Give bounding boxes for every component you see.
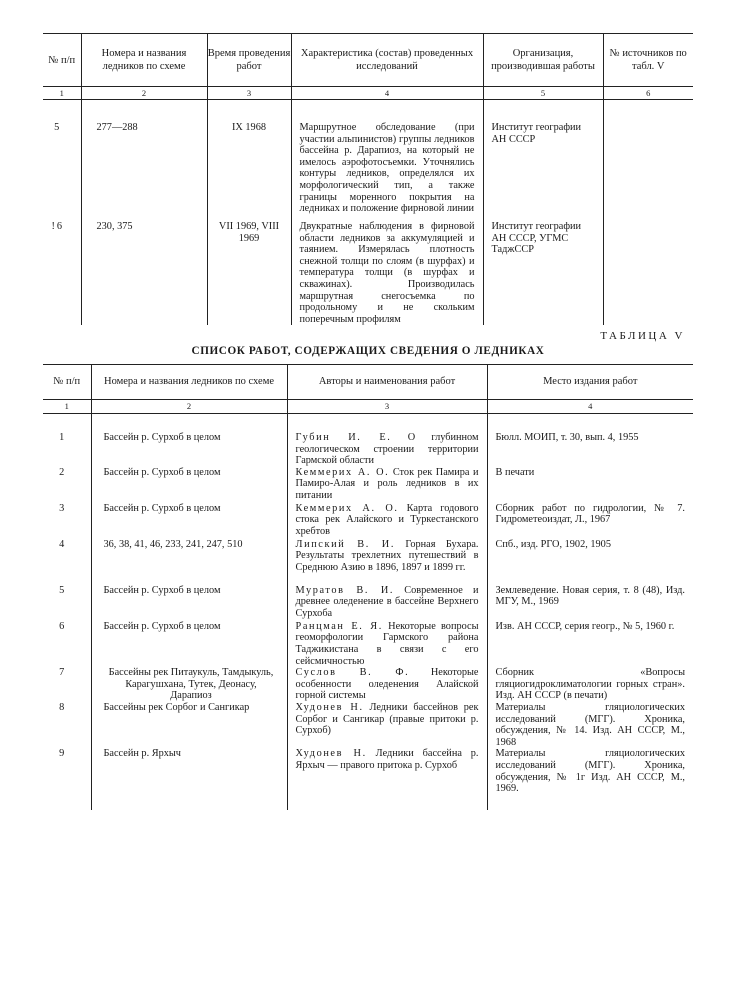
- row-glaciers: Бассейн р. Ярхыч: [91, 748, 287, 810]
- row-title: Ледники бассейнов рек Сорбог и Сангикар (правые притоки р. Сурхоб): [295, 701, 479, 737]
- row-author: Суслов В. Ф.: [295, 667, 410, 679]
- row-glaciers: Бассейн р. Сурхоб в целом: [91, 414, 287, 467]
- header-sources: № источников по табл. V: [603, 34, 693, 87]
- col-number: 1: [43, 87, 81, 100]
- row-author: Худонев Н.: [295, 701, 364, 713]
- header-organization: Организация, производившая работы: [483, 34, 603, 87]
- row-place: Землеведение. Новая серия, т. 8 (48), Изд. МГУ, М., 1969: [487, 585, 693, 621]
- row-place: Бюлл. МОИП, т. 30, вып. 4, 1955: [487, 414, 693, 467]
- row-num: 7: [59, 667, 65, 679]
- row-glaciers: 36, 38, 41, 46, 233, 241, 247, 510: [91, 539, 287, 585]
- table-row: [43, 218, 693, 325]
- header-authors: Авторы и наименования работ: [287, 365, 487, 400]
- col-number: 6: [603, 87, 693, 100]
- row-title: Карта годового стока рек Алайского и Туркестанского хребтов: [295, 502, 479, 537]
- col-number: 3: [287, 400, 487, 414]
- row-work: [287, 702, 487, 748]
- row-author: Ранцман Е. Я.: [295, 620, 383, 632]
- table-title: СПИСОК РАБОТ, СОДЕРЖАЩИХ СВЕДЕНИЯ О ЛЕДНИКАХ: [191, 345, 545, 357]
- row-place: Материалы гляциологических исследований (МГГ). Хроника, обсуждения, № 14. Изд. АН СССР, М., 1968: [487, 702, 693, 748]
- row-work: [287, 467, 487, 503]
- row-num: 6: [56, 221, 63, 232]
- row-place: Изв. АН СССР, серия геогр., № 5, 1960 г.: [487, 621, 693, 667]
- row-title: Сток рек Памира и Памиро-Алая и роль ледников в их питании: [295, 466, 479, 501]
- row-sources: [603, 100, 693, 219]
- table-row: [43, 503, 693, 539]
- table-row: [43, 748, 693, 810]
- row-num: 6: [59, 620, 65, 632]
- row-author: Липский В. И.: [295, 538, 395, 550]
- header-time: Время проведения работ: [207, 34, 291, 87]
- row-num-cell: [43, 218, 81, 325]
- table-row: [43, 539, 693, 585]
- research-works-table: [43, 33, 693, 325]
- table-row: [43, 414, 693, 467]
- table-header-row: [43, 365, 693, 400]
- column-number-row: [43, 87, 693, 100]
- row-glaciers: Бассейн р. Сурхоб в целом: [91, 621, 287, 667]
- col-number: 4: [487, 400, 693, 414]
- row-author: Губин И. Е.: [295, 432, 392, 443]
- col-number: 2: [81, 87, 207, 100]
- row-num: 5: [54, 122, 60, 133]
- row-work: [287, 414, 487, 467]
- header-glaciers: Номера и названия ледников по схеме: [91, 365, 287, 400]
- row-time: VII 1969, VIII 1969: [207, 218, 291, 325]
- table-row: [43, 100, 693, 219]
- row-author: Кеммерих А. О.: [295, 502, 399, 514]
- row-title: Некоторые особенности оледенения Алайской горной системы: [295, 667, 479, 702]
- row-work: [287, 667, 487, 702]
- row-place: В печати: [487, 467, 693, 503]
- row-num: 2: [59, 466, 65, 478]
- row-time: IX 1968: [207, 100, 291, 219]
- row-work: [287, 503, 487, 539]
- row-description: Маршрутное обследование (при участии альпинистов) группы ледников бассейна р. Дарапиоз, на который не имелось аэрофотосъемки. Уточнялись контуры ледников, определялся их морфологический тип, а также границы моренного покрытия на ледниках и положение фирновой линии: [291, 100, 483, 219]
- row-glaciers: Бассейн р. Сурхоб в целом: [91, 585, 287, 621]
- row-glaciers: 277—288: [81, 100, 207, 219]
- row-work: [287, 585, 487, 621]
- row-work: [287, 748, 487, 810]
- table-row: [43, 467, 693, 503]
- row-glaciers: 230, 375: [81, 218, 207, 325]
- col-number: 5: [483, 87, 603, 100]
- works-list-table: [43, 364, 693, 810]
- header-description: Характеристика (состав) проведенных исследований: [291, 34, 483, 87]
- header-num: № п/п: [43, 365, 91, 400]
- row-place: Спб., изд. РГО, 1902, 1905: [487, 539, 693, 585]
- row-title: Некоторые вопросы геоморфологии Гармского района Таджикистана в связи с его сейсмичностью: [295, 620, 479, 667]
- row-work: [287, 539, 487, 585]
- row-title: Современное и древнее оледенение в бассейне Верхнего Сурхоба: [295, 584, 479, 619]
- header-glaciers: Номера и названия ледников по схеме: [81, 34, 207, 87]
- table-row: [43, 621, 693, 667]
- row-sources: [603, 218, 693, 325]
- col-number: 4: [291, 87, 483, 100]
- row-glaciers: Бассейн р. Сурхоб в целом: [91, 467, 287, 503]
- row-glaciers: Бассейны рек Питаукуль, Тамдыкуль, Карагушхана, Тутек, Деонасу, Дарапиоз: [91, 667, 287, 702]
- table-label: ТАБЛИЦА V: [600, 330, 685, 342]
- row-title: О глубинном геологическом строении территории Гармской области: [295, 432, 479, 467]
- row-title: Горная Бухара. Результаты трехлетних путешествий в Среднюю Азию в 1896, 1897 и 1899 гг.: [295, 538, 479, 573]
- table-header-row: [43, 34, 693, 87]
- row-author: Кеммерих А. О.: [295, 466, 390, 478]
- row-place: Сборник работ по гидрологии, № 7. Гидрометеоиздат, Л., 1967: [487, 503, 693, 539]
- row-organization: Институт географии АН СССР: [483, 100, 603, 219]
- row-place: Материалы гляциологических исследований (МГГ). Хроника, обсуждения, № 1г Изд. АН СССР, М., 1969.: [487, 748, 693, 810]
- row-author: Муратов В. И.: [295, 584, 395, 596]
- row-num: 5: [59, 584, 65, 596]
- col-number: 3: [207, 87, 291, 100]
- table-row: [43, 702, 693, 748]
- row-num: 1: [59, 432, 65, 443]
- margin-mark: !: [51, 221, 55, 232]
- header-place: Место издания работ: [487, 365, 693, 400]
- table-row: [43, 667, 693, 702]
- column-number-row: [43, 400, 693, 414]
- col-number: 2: [91, 400, 287, 414]
- row-author: Худонев Н.: [295, 748, 367, 760]
- row-organization: Институт географии АН СССР, УГМС ТаджССР: [483, 218, 603, 325]
- row-num: 4: [59, 538, 65, 550]
- row-description: Двукратные наблюдения в фирновой области ледников за аккумуляцией и таянием. Измерялась плотность снежной толщи по слоям (в шурфах) и температура толщи (в шурфах и скважинах). Производилась маршрутная снегосъемка по продольному и не скольким поперечным профилям: [291, 218, 483, 325]
- table-row: [43, 585, 693, 621]
- row-work: [287, 621, 487, 667]
- col-number: 1: [43, 400, 91, 414]
- row-place: Сборник «Вопросы гляциогидроклиматологии горных стран». Изд. АН СССР (в печати): [487, 667, 693, 702]
- row-num: 3: [59, 502, 65, 514]
- row-num: 9: [59, 748, 65, 760]
- row-num: 8: [59, 701, 65, 713]
- row-glaciers: Бассейны рек Сорбог и Сангикар: [91, 702, 287, 748]
- header-num: № п/п: [43, 34, 81, 87]
- row-title: Ледники бассейна р. Ярхыч — правого притока р. Сурхоб: [295, 748, 479, 771]
- row-glaciers: Бассейн р. Сурхоб в целом: [91, 503, 287, 539]
